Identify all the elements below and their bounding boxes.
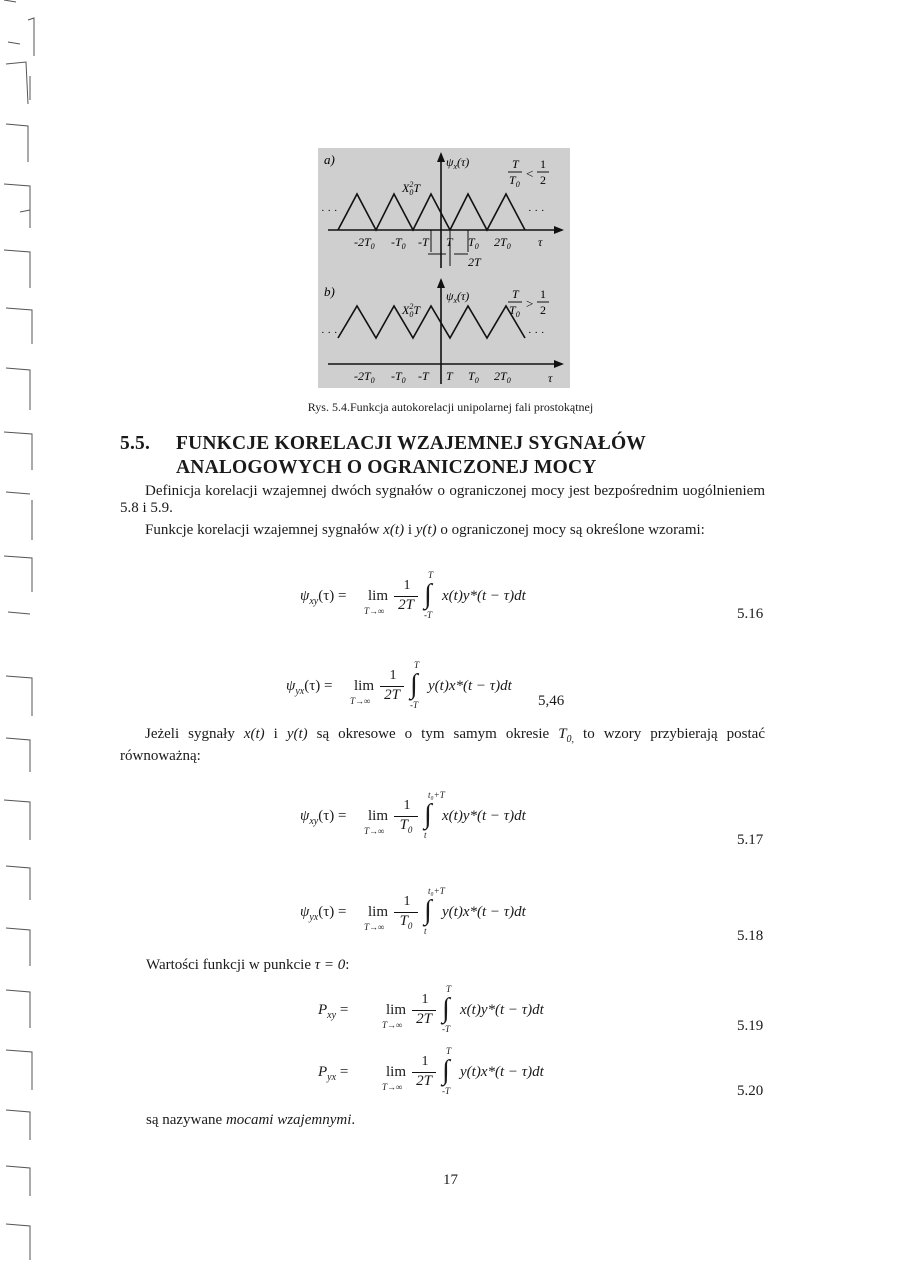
- svg-text:-T: -T: [418, 235, 429, 249]
- panel-a-triangle-wave: [338, 194, 525, 230]
- eq-upper: t₀+T: [428, 886, 445, 896]
- eq-lhs: $P_{yx}$ =: [318, 1064, 349, 1083]
- equation-5-17: [300, 790, 600, 846]
- svg-text:T0: $T_0$: [468, 235, 479, 251]
- svg-text:-T: -T: [418, 369, 429, 383]
- eq-body: y(t)x*(t − τ)dt: [428, 678, 512, 694]
- paragraph-periodic: Jeżeli sygnały x(t) i y(t) są okresowe o tym samym okresie $T_{0,}$ to wzory przybierają postać równoważną:: [120, 726, 765, 764]
- eq-body: x(t)y*(t − τ)dt: [442, 588, 526, 604]
- svg-text:1: 1: [540, 287, 546, 301]
- eq-frac-den: $T_0$: [399, 817, 413, 835]
- integral-icon: ∫: [410, 669, 418, 700]
- svg-text:-T0: $-T_0$: [391, 235, 406, 251]
- eq-body: y(t)x*(t − τ)dt: [460, 1064, 544, 1080]
- panel-a-psi: $\psi_x(\tau)$: [446, 155, 470, 171]
- equation-label-5-17: 5.17: [737, 832, 764, 848]
- eq-body: y(t)x*(t − τ)dt: [442, 904, 526, 920]
- eq-lhs: $\psi_{yx}(\tau)$ =: [300, 904, 347, 923]
- eq-lim-sub: T→∞: [382, 1020, 403, 1030]
- eq-body: x(t)y*(t − τ)dt: [460, 1002, 544, 1018]
- eq-lim: lim: [386, 1002, 407, 1018]
- panel-a-cond-den: $T_0$: [509, 173, 520, 189]
- svg-text:-T0: $-T_0$: [391, 369, 406, 385]
- eq-lhs: $P_{xy}$ =: [318, 1002, 349, 1021]
- panel-b-cond-rel: >: [526, 296, 534, 311]
- integral-icon: ∫: [442, 1055, 450, 1086]
- eq-frac-den: 2T: [416, 1073, 432, 1089]
- eq-frac-num: 1: [421, 1054, 429, 1069]
- section-title-line1: FUNKCJE KORELACJI WZAJEMNEJ SYGNAŁÓW: [176, 433, 647, 454]
- eq-frac-num: 1: [403, 578, 411, 593]
- eq-lim-sub: T→∞: [350, 696, 371, 706]
- eq-lim: lim: [368, 808, 389, 824]
- svg-text:T0: $T_0$: [468, 369, 479, 385]
- eq-lower: t: [424, 926, 427, 936]
- paragraph-values-at-zero: Wartości funkcji w punkcie τ = 0:: [146, 957, 350, 973]
- eq-lim-sub: T→∞: [364, 826, 385, 836]
- page-number: 17: [443, 1172, 458, 1188]
- panel-a-half-num: 1: [540, 157, 546, 171]
- eq-upper: T: [446, 1046, 452, 1056]
- panel-a-x-arrow: [554, 226, 564, 234]
- eq-upper: T: [446, 984, 452, 994]
- svg-text:-2T0: $-2T_0$: [354, 369, 375, 385]
- panel-a-dots-right: · · ·: [528, 205, 545, 217]
- panel-a-label: a): [324, 152, 335, 167]
- equation-5-20: [318, 1046, 618, 1102]
- section-number: 5.5.: [120, 433, 151, 454]
- paragraph-formulas-intro: Funkcje korelacji wzajemnej sygnałów x(t) i y(t) o ograniczonej mocy są określone wzorami:: [145, 522, 705, 538]
- eq-lhs: $\psi_{xy}(\tau)$ =: [300, 588, 347, 607]
- svg-text:T: T: [446, 235, 453, 249]
- eq-frac-num: 1: [421, 992, 429, 1007]
- svg-text:τ: τ: [538, 235, 543, 249]
- eq-lower: -T: [442, 1024, 451, 1034]
- panel-a-width-label: 2T: [468, 255, 481, 269]
- figure-drawing: [318, 148, 570, 388]
- equation-label-5-18: 5.18: [737, 928, 764, 944]
- eq-upper: t₀+T: [428, 790, 445, 800]
- svg-text:2T0: $2T_0$: [494, 235, 511, 251]
- svg-text:2: 2: [540, 303, 546, 317]
- eq-lim: lim: [368, 588, 389, 604]
- eq-frac-num: 1: [389, 668, 397, 683]
- eq-lower: -T: [442, 1086, 451, 1096]
- eq-lim-sub: T→∞: [382, 1082, 403, 1092]
- eq-lower: t: [424, 830, 427, 840]
- equation-5-18: [300, 886, 600, 942]
- panel-b-triangle-wave: [338, 306, 525, 338]
- eq-upper: T: [428, 570, 434, 580]
- eq-frac-num: 1: [403, 798, 411, 813]
- panel-b-dots-left: · · ·: [321, 327, 338, 339]
- panel-a-dots-left: · · ·: [321, 205, 338, 217]
- eq-lim: lim: [368, 904, 389, 920]
- equation-label-5-20: 5.20: [737, 1083, 764, 1099]
- paragraph-mutual-powers: są nazywane mocami wzajemnymi.: [146, 1112, 356, 1128]
- figure-caption: Rys. 5.4.Funkcja autokorelacji unipolarnej fali prostokątnej: [307, 400, 594, 414]
- eq-upper: T: [414, 660, 420, 670]
- svg-text:T0: $T_0$: [509, 303, 520, 319]
- eq-frac-den: 2T: [416, 1011, 432, 1027]
- eq-frac-den: 2T: [384, 687, 400, 703]
- panel-a-cond-num: T: [512, 157, 519, 171]
- integral-icon: ∫: [442, 993, 450, 1024]
- eq-body: x(t)y*(t − τ)dt: [442, 808, 526, 824]
- eq-lhs: $\psi_{xy}(\tau)$ =: [300, 808, 347, 827]
- svg-text:T: T: [512, 287, 519, 301]
- panel-b-label: b): [324, 284, 335, 299]
- integral-icon: ∫: [424, 895, 432, 926]
- eq-frac-den: 2T: [398, 597, 414, 613]
- panel-a-y-arrow: [437, 152, 445, 162]
- section-title-line2: ANALOGOWYCH O OGRANICZONEJ MOCY: [176, 457, 597, 478]
- svg-text:T: T: [446, 369, 453, 383]
- panel-a-half-den: 2: [540, 173, 546, 187]
- eq-frac-num: 1: [403, 894, 411, 909]
- eq-lim-sub: T→∞: [364, 606, 385, 616]
- integral-icon: ∫: [424, 579, 432, 610]
- scan-edge-marks: [0, 0, 40, 1264]
- eq-lower: -T: [424, 610, 433, 620]
- integral-icon: ∫: [424, 799, 432, 830]
- eq-lhs: $\psi_{yx}(\tau)$ =: [286, 678, 333, 697]
- svg-text:τ: τ: [548, 371, 553, 385]
- panel-b-dots-right: · · ·: [528, 327, 545, 339]
- svg-text:2T0: $2T_0$: [494, 369, 511, 385]
- equation-label-5-46: 5,46: [538, 693, 565, 709]
- panel-b-amplitude: $X^2$ 0T: [402, 302, 421, 319]
- autocorrelation-figure: [318, 148, 570, 388]
- eq-lim: lim: [386, 1064, 407, 1080]
- equation-5-19: [318, 984, 618, 1040]
- equation-5-16: [300, 570, 600, 626]
- panel-b-psi: $\psi_x(\tau)$: [446, 289, 470, 305]
- panel-a-amplitude: $X^2$ 0T: [402, 180, 421, 197]
- eq-lower: -T: [410, 700, 419, 710]
- eq-lim: lim: [354, 678, 375, 694]
- panel-b-ticks: [354, 369, 553, 385]
- svg-text:-2T0: $-2T_0$: [354, 235, 375, 251]
- equation-label-5-19: 5.19: [737, 1018, 764, 1034]
- eq-lim-sub: T→∞: [364, 922, 385, 932]
- equation-label-5-16: 5.16: [737, 606, 764, 622]
- paragraph-definition: Definicja korelacji wzajemnej dwóch sygnałów o ograniczonej mocy jest bezpośrednim uogólnieniem 5.8 i 5.9.: [120, 483, 765, 516]
- panel-a-cond-rel: <: [526, 166, 534, 181]
- eq-frac-den: $T_0$: [399, 913, 413, 931]
- panel-a-ticks: [354, 235, 543, 251]
